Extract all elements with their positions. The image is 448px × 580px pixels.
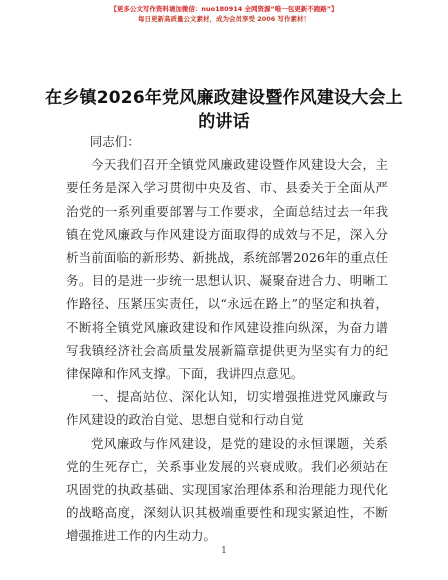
promo-line-1: 【更多公文写作资料请加微信：nuo180914 全网资源“唯一包更新不跑路”】	[110, 5, 338, 13]
promo-line-2: 每日更新高质量公文素材，成为会员享受 2006 写作素材！	[137, 15, 311, 23]
salutation: 同志们：	[89, 134, 140, 149]
body-paragraph: 党风廉政与作风建设，是党的建设的永恒课题，关系党的生死存亡，关系事业发展的兴衰成败。我们必须站在巩固党的执政基础、实现国家治理体系和治理能力现代化的战略高度，深刻认识其极端重要性和现实紧迫性，不断增强推进工作的内生动力。	[66, 435, 388, 544]
page-number: 1	[221, 546, 227, 556]
document-title: 在乡镇2026年党风廉政建设暨作风建设大会上的讲话	[45, 88, 403, 132]
document-body	[66, 130, 388, 548]
promo-banner	[0, 4, 448, 24]
section-heading-1: 一、提高站位、深化认知，切实增强推进党风廉政与作风建设的政治自觉、思想自觉和行动自觉	[66, 389, 388, 428]
opening-paragraph: 今天我们召开全镇党风廉政建设暨作风建设大会，主要任务是深入学习贯彻中央及省、市、县委关于全面从严治党的一系列重要部署与工作要求，全面总结过去一年我镇在党风廉政与作风建设方面取得的成效与不足，深入分析当前面临的新形势、新挑战，系统部署2026年的重点任务。目的是进一步统一思想认识、凝聚奋进合力、明晰工作路径、压紧压实责任，以“永远在路上”的坚定和执着，不断将全镇党风廉政建设和作风建设推向纵深，为奋力谱写我镇经济社会高质量发展新篇章提供更为坚实有力的纪律保障和作风支撑。下面，我讲四点意见。	[66, 157, 388, 382]
